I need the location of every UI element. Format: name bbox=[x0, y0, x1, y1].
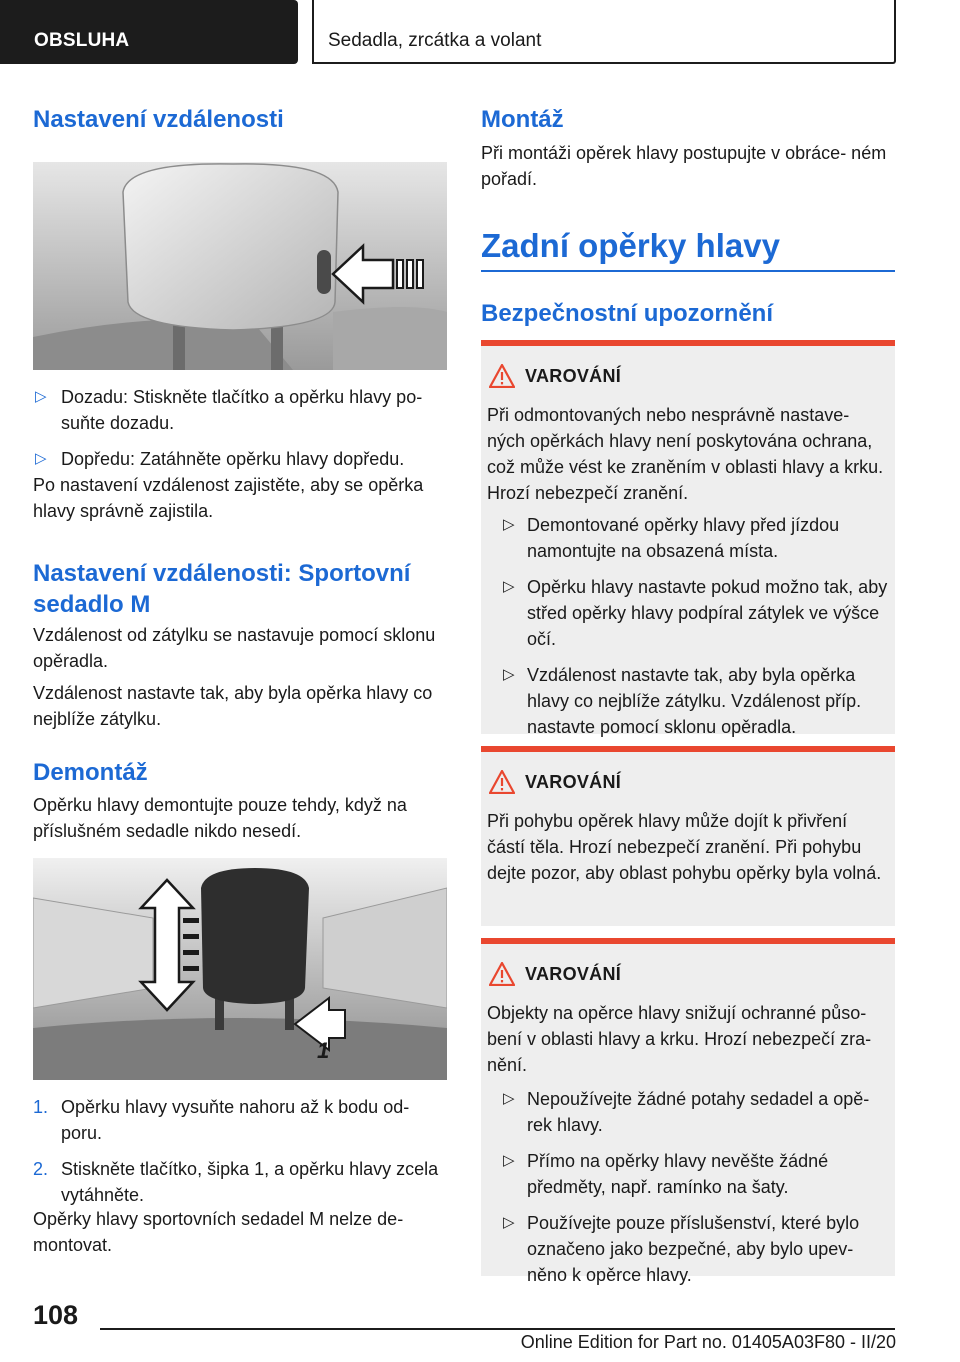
list-item: ▷ Přímo na opěrky hlavy nevěšte žádné předměty, např. ramínko na šaty. bbox=[487, 1148, 889, 1200]
steps-after-text: Opěrky hlavy sportovních sedadel M nelze de- montovat. bbox=[33, 1209, 404, 1255]
list-item: ▷ Dopředu: Zatáhněte opěrku hlavy dopředu. bbox=[33, 446, 447, 472]
triangle-bullet-icon: ▷ bbox=[503, 1152, 515, 1169]
list-item: ▷ Dozadu: Stiskněte tlačítko a opěrku hlavy po- suňte dozadu. bbox=[33, 384, 447, 436]
list-item: 1. Opěrku hlavy vysuňte nahoru až k bodu od- poru. bbox=[33, 1097, 410, 1143]
warning-text: Při pohybu opěrek hlavy může dojít k přivření částí těla. Hrozí nebezpečí zranění. Při pohybu dejte pozor, aby oblast pohybu opěrky byla volná. bbox=[487, 811, 882, 883]
triangle-bullet-icon: ▷ bbox=[503, 666, 515, 683]
header-section-tab bbox=[0, 0, 298, 64]
triangle-bullet-icon: ▷ bbox=[35, 388, 47, 405]
warning-title: VAROVÁNÍ bbox=[525, 964, 622, 984]
list-item: ▷ Demontované opěrky hlavy před jízdou namontujte na obsazená místa. bbox=[487, 512, 889, 564]
removal-steps-list bbox=[33, 1094, 447, 1208]
headrest-illustration-1 bbox=[33, 162, 447, 370]
warning-title: VAROVÁNÍ bbox=[525, 772, 622, 792]
triangle-bullet-icon: ▷ bbox=[35, 450, 47, 467]
sport-text-2: Vzdálenost nastavte tak, aby byla opěrka hlavy co nejblíže zátylku. bbox=[33, 683, 433, 729]
callout-number: 1 bbox=[317, 1038, 330, 1063]
warning-text: Objekty na opěrce hlavy snižují ochranné půso- bení v oblasti hlavy a krku. Hrozí nebezpečí zra- nění. bbox=[487, 1003, 872, 1075]
list-item: 2. Stiskněte tlačítko, šipka 1, a opěrku hlavy zcela vytáhněte. bbox=[33, 1159, 439, 1205]
header-chapter-label: Sedadla, zrcátka a volant bbox=[328, 30, 542, 51]
heading-rear-headrests: Zadní opěrky hlavy bbox=[481, 227, 780, 264]
list-item: ▷ Opěrku hlavy nastavte pokud možno tak, aby střed opěrky hlavy podpíral zátylek ve výšce očí. bbox=[487, 574, 889, 652]
headrest-illustration-2 bbox=[33, 858, 447, 1080]
footer-edition: Online Edition for Part no. 01405A03F80 - II/20 bbox=[520, 1332, 896, 1352]
warning-triangle-icon bbox=[489, 364, 515, 388]
triangle-bullet-icon: ▷ bbox=[503, 578, 515, 595]
heading-sport-seat: Nastavení vzdálenosti: Sportovní sedadlo M bbox=[33, 560, 411, 618]
list-item: ▷ Vzdálenost nastavte tak, aby byla opěrka hlavy co nejblíže zátylku. Vzdálenost příp. nastavte pomocí sklonu opěradla. bbox=[487, 662, 889, 740]
heading-distance: Nastavení vzdálenosti bbox=[33, 106, 284, 133]
distance-after-text: Po nastavení vzdálenost zajistěte, aby se opěrka hlavy správně zajistila. bbox=[33, 475, 424, 521]
warning-text: Při odmontovaných nebo nesprávně nastave- ných opěrkách hlavy není poskytována ochrana, což může vést ke zraněním v oblasti hlavy a krku. Hrozí nebezpečí zranění. bbox=[487, 405, 884, 503]
list-item: ▷ Nepoužívejte žádné potahy sedadel a opě- rek hlavy. bbox=[487, 1086, 889, 1138]
heading-underline bbox=[481, 270, 895, 272]
triangle-bullet-icon: ▷ bbox=[503, 516, 515, 533]
sport-text-1: Vzdálenost od zátylku se nastavuje pomocí sklonu opěradla. bbox=[33, 625, 436, 671]
triangle-bullet-icon: ▷ bbox=[503, 1214, 515, 1231]
warning-box-2 bbox=[481, 746, 895, 926]
warning-title: VAROVÁNÍ bbox=[525, 366, 622, 386]
header-chapter-box bbox=[312, 0, 896, 64]
footer-rule bbox=[100, 1328, 895, 1330]
distance-list bbox=[33, 384, 447, 472]
list-item: ▷ Používejte pouze příslušenství, které bylo označeno jako bezpečné, aby bylo upev- něno k opěrce hlavy. bbox=[487, 1210, 889, 1288]
heading-safety: Bezpečnostní upozornění bbox=[481, 300, 774, 327]
demontaz-text: Opěrku hlavy demontujte pouze tehdy, když na příslušném sedadle nikdo nesedí. bbox=[33, 795, 407, 841]
headrest-image-1 bbox=[33, 162, 447, 370]
page-number: 108 bbox=[33, 1300, 79, 1330]
warning-list bbox=[487, 512, 889, 740]
headrest-image-2 bbox=[33, 858, 447, 1080]
heading-demontaz: Demontáž bbox=[33, 759, 148, 786]
warning-triangle-icon bbox=[489, 962, 515, 986]
warning-box-3 bbox=[481, 938, 895, 1285]
heading-montaz: Montáž bbox=[481, 106, 564, 133]
warning-box-1 bbox=[481, 340, 895, 737]
montaz-text: Při montáži opěrek hlavy postupujte v obráce- ném pořadí. bbox=[481, 143, 887, 189]
warning-list bbox=[487, 1086, 889, 1288]
warning-triangle-icon bbox=[489, 770, 515, 794]
triangle-bullet-icon: ▷ bbox=[503, 1090, 515, 1107]
header-section-label: OBSLUHA bbox=[34, 30, 130, 51]
